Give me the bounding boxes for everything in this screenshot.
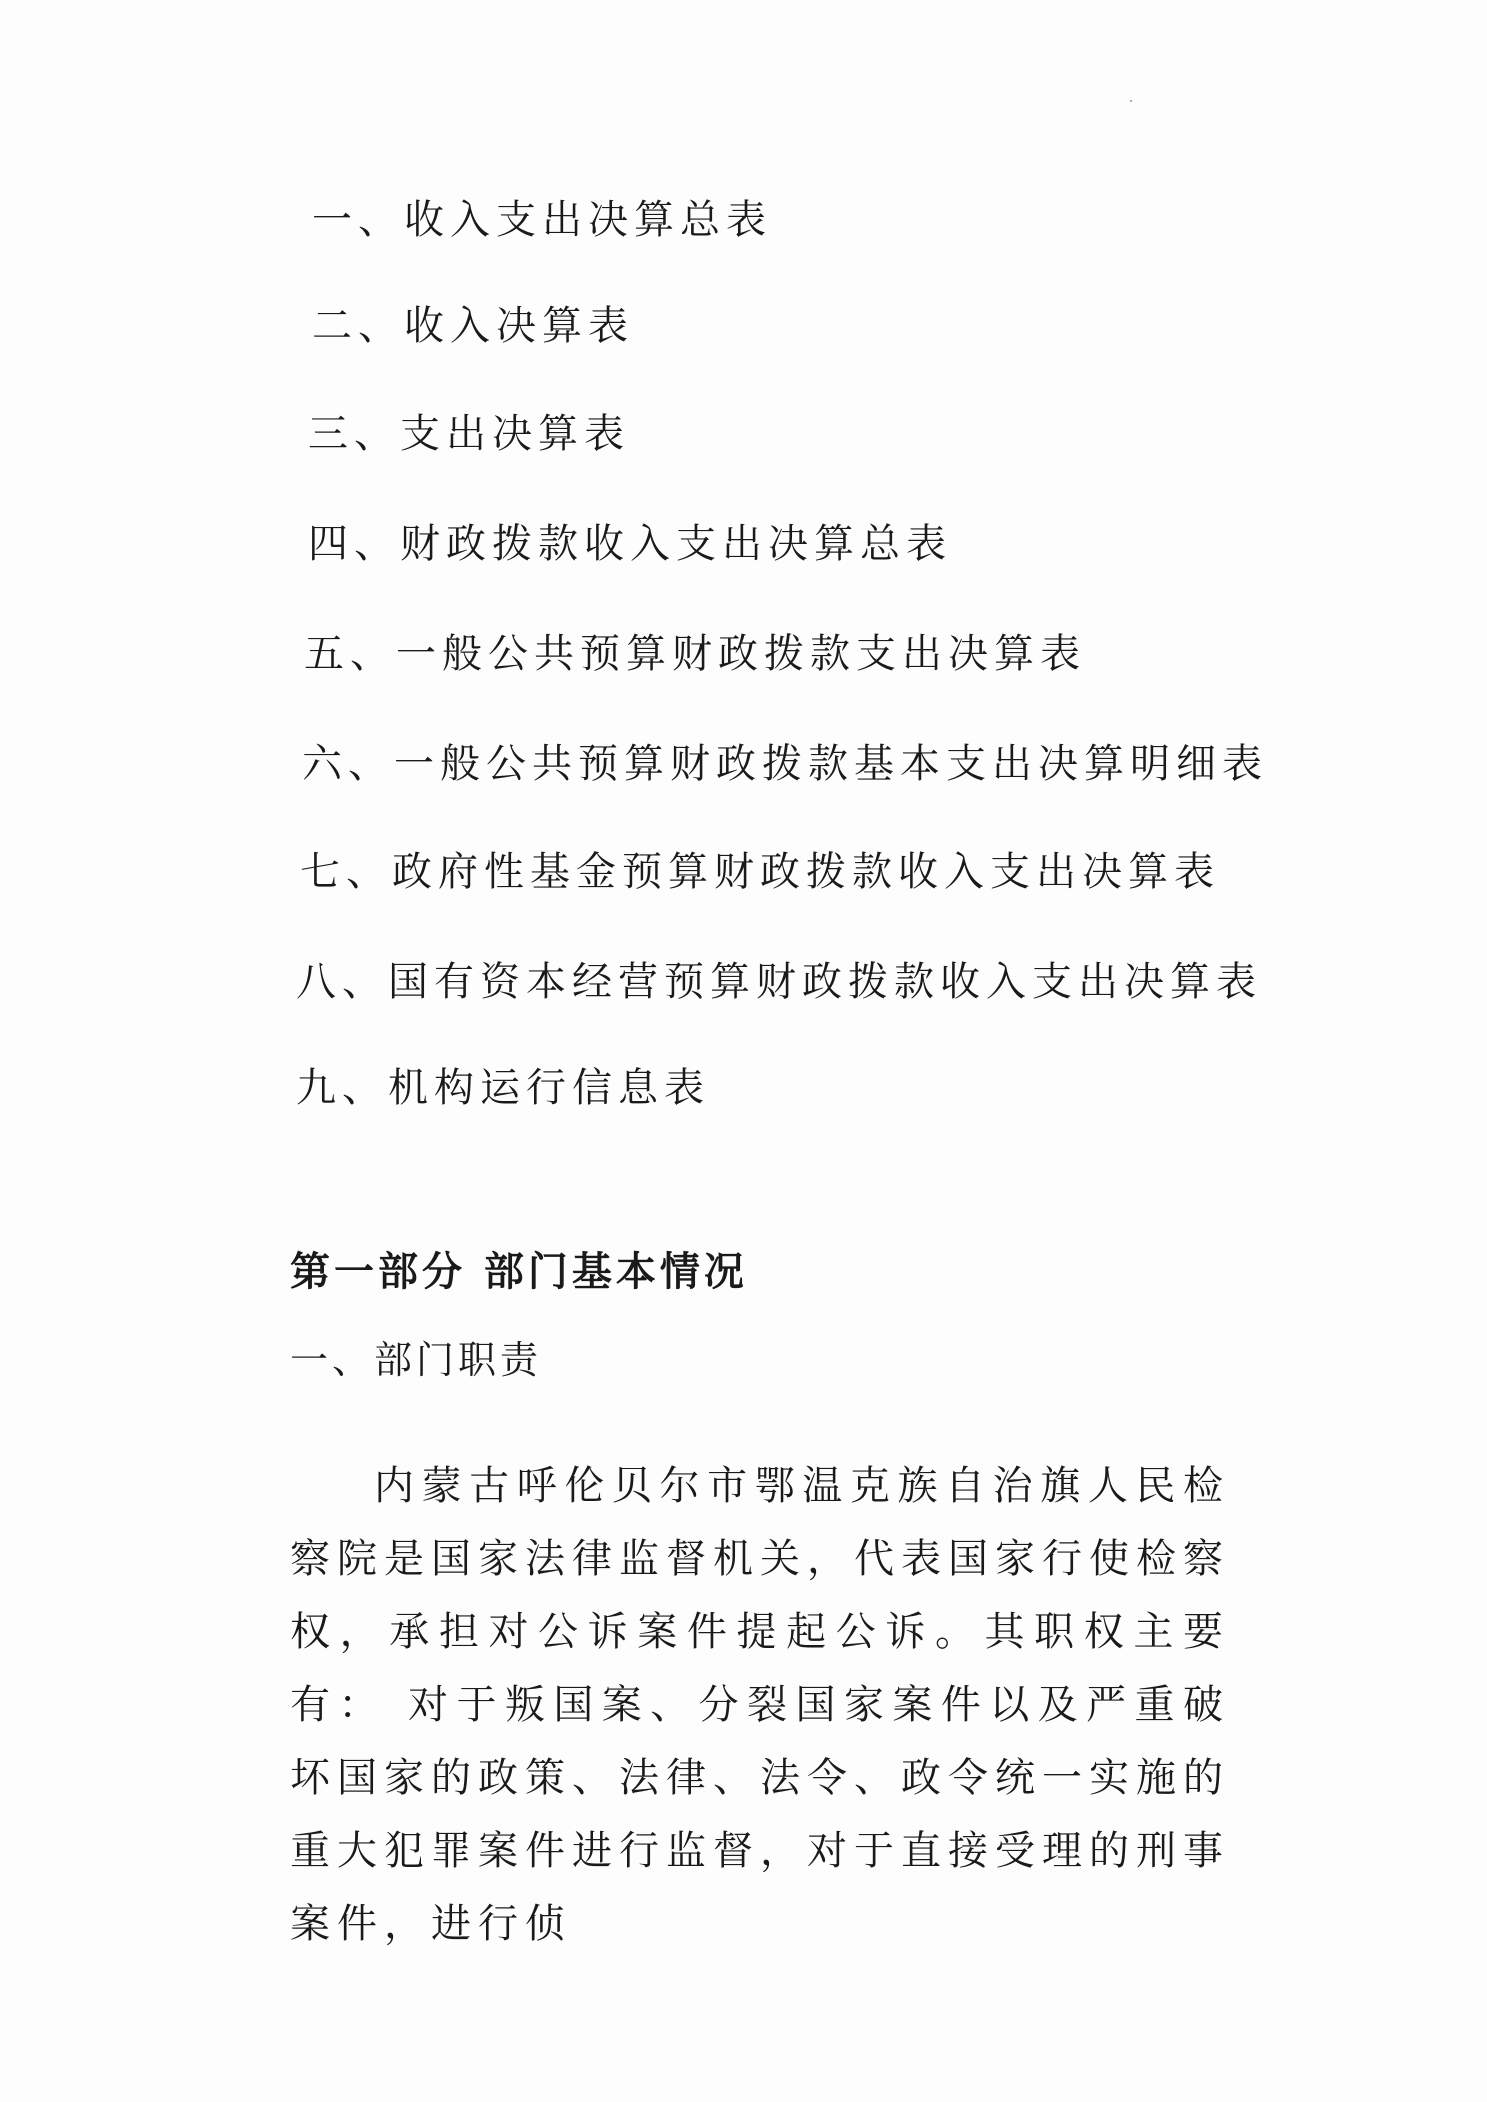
scan-speck	[1130, 100, 1132, 102]
section-subheading: 一、部门职责	[290, 1338, 543, 1382]
toc-item-6: 六、一般公共预算财政拨款基本支出决算明细表	[302, 741, 1268, 787]
toc-item-4: 四、财政拨款收入支出决算总表	[308, 521, 952, 567]
toc-item-2: 二、收入决算表	[312, 303, 634, 349]
toc-item-9: 九、机构运行信息表	[296, 1065, 710, 1111]
section-title: 第一部分 部门基本情况	[290, 1248, 748, 1295]
toc-item-8: 八、国有资本经营预算财政拨款收入支出决算表	[296, 959, 1262, 1005]
toc-item-5: 五、一般公共预算财政拨款支出决算表	[304, 631, 1086, 677]
toc-item-7: 七、政府性基金预算财政拨款收入支出决算表	[300, 849, 1220, 895]
toc-item-3: 三、支出决算表	[308, 411, 630, 457]
toc-item-1: 一、收入支出决算总表	[312, 197, 772, 243]
section-paragraph: 内蒙古呼伦贝尔市鄂温克族自治旗人民检察院是国家法律监督机关，代表国家行使检察权，承担对公诉案件提起公诉。其职权主要有： 对于叛国案、分裂国家案件以及严重破坏国家的政策、法律、法令、政令统一实施的重大犯罪案件进行监督，对于直接受理的刑事案件，进行侦	[290, 1463, 1230, 1947]
